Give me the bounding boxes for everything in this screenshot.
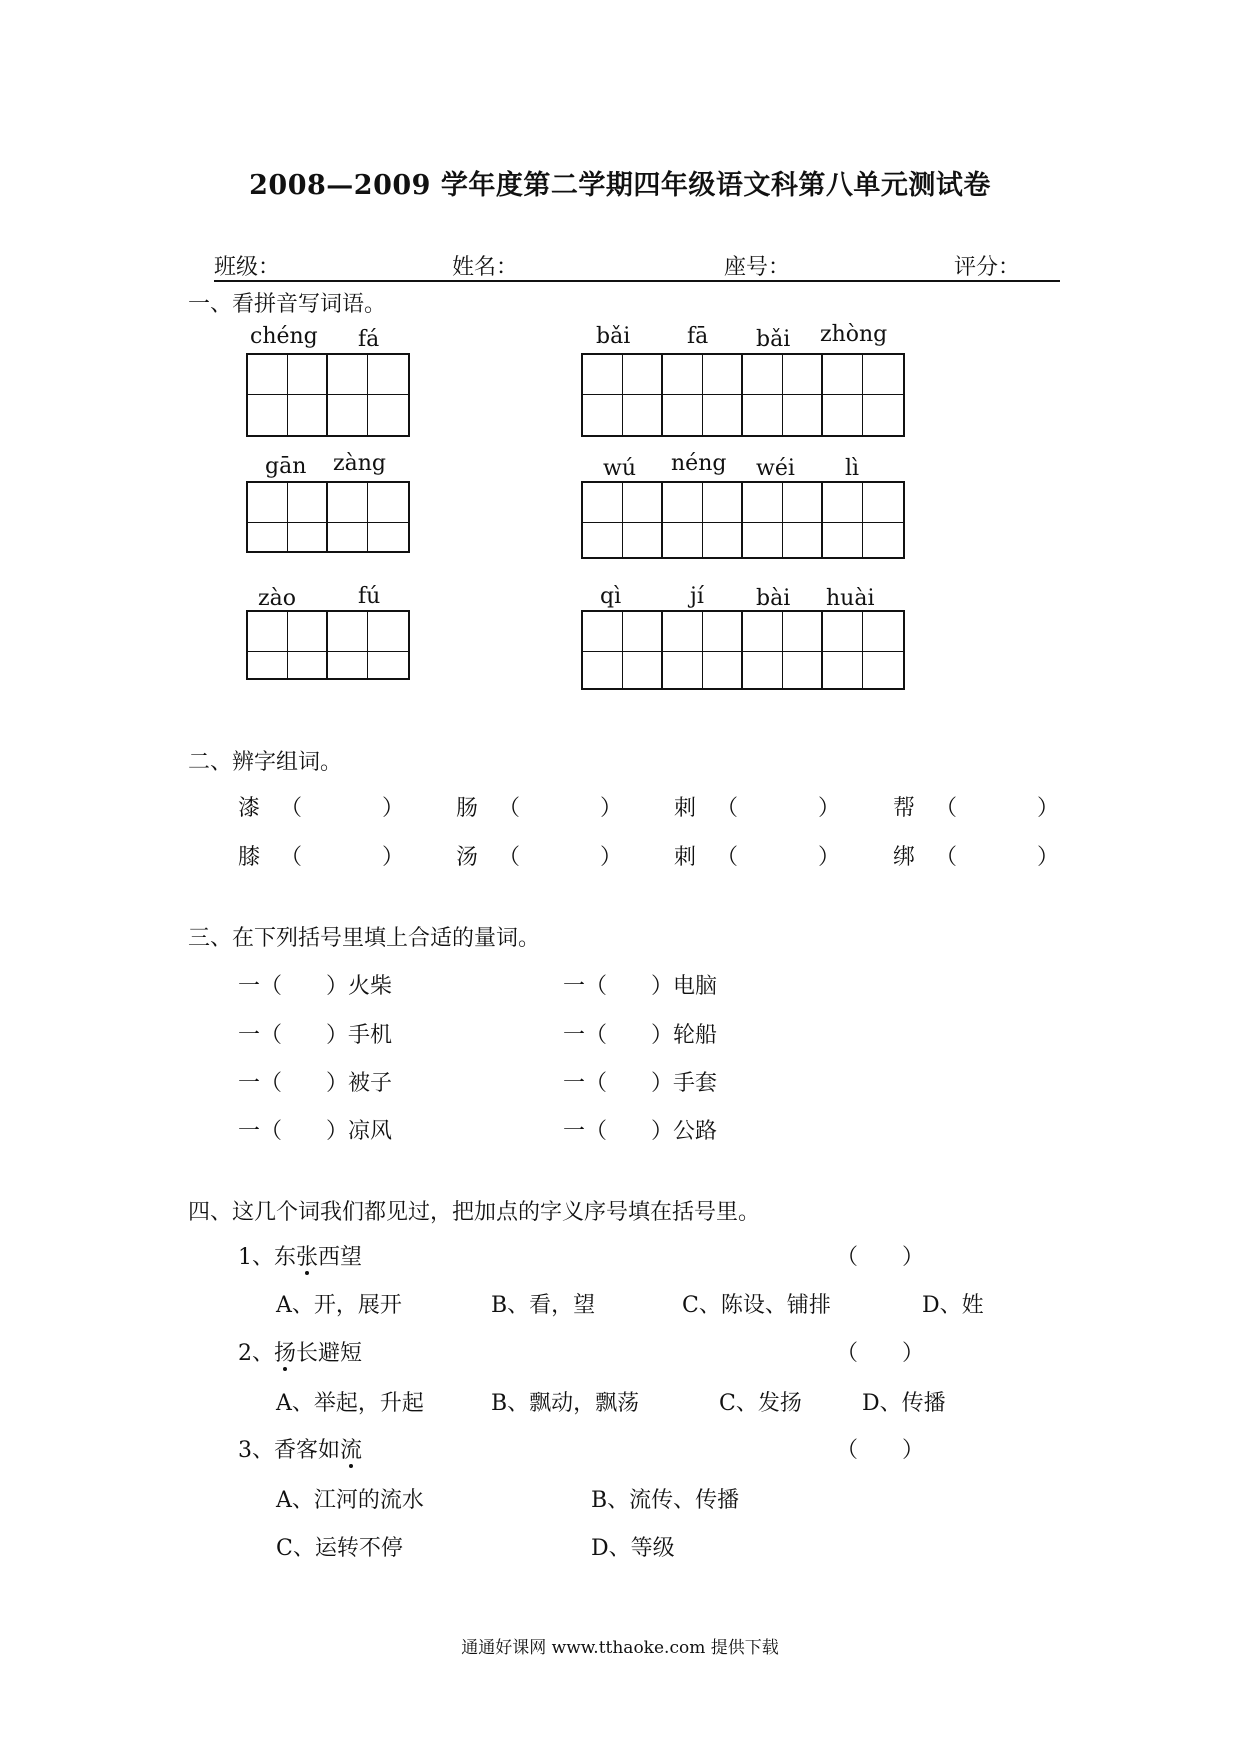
- measure-word-item[interactable]: 一（ ）被子: [238, 1071, 393, 1096]
- char-item[interactable]: 漆 （ ）: [238, 796, 405, 821]
- answer-blank[interactable]: （ ）: [836, 1245, 925, 1270]
- measure-word-item[interactable]: 一（ ）凉风: [238, 1119, 393, 1144]
- question-1: 1、东张西望: [238, 1245, 363, 1270]
- pinyin: zhòng: [820, 322, 888, 347]
- pinyin: wéi: [756, 456, 795, 481]
- section2-heading: 二、辨字组词。: [188, 750, 343, 775]
- option: D、传播: [862, 1391, 946, 1416]
- section3-heading: 三、在下列括号里填上合适的量词。: [188, 926, 541, 951]
- pinyin: bài: [756, 586, 791, 611]
- pinyin: bǎi: [756, 327, 791, 352]
- name-label: 姓名：: [452, 255, 519, 280]
- pinyin: gān: [265, 454, 307, 479]
- pinyin: zào: [258, 586, 296, 611]
- emphasis-dot: 张: [296, 1245, 319, 1270]
- writing-grid[interactable]: [246, 610, 410, 680]
- pinyin: bǎi: [596, 324, 631, 349]
- writing-grid[interactable]: [581, 610, 905, 690]
- page-title: 2008—2009 学年度第二学期四年级语文科第八单元测试卷: [249, 170, 991, 201]
- writing-grid[interactable]: [246, 353, 410, 437]
- char-item[interactable]: 帮 （ ）: [893, 796, 1060, 821]
- measure-word-item[interactable]: 一（ ）电脑: [563, 974, 718, 999]
- pinyin: wú: [603, 456, 636, 481]
- pinyin: qì: [600, 584, 622, 609]
- option: C、陈设、铺排: [682, 1293, 831, 1318]
- score-label: 评分：: [954, 255, 1021, 280]
- writing-grid[interactable]: [581, 481, 905, 559]
- char-item[interactable]: 膝 （ ）: [238, 845, 405, 870]
- question-2: 2、扬长避短: [238, 1341, 363, 1366]
- emphasis-dot: 流: [340, 1438, 363, 1463]
- pinyin: fā: [687, 324, 709, 349]
- char-item[interactable]: 绑 （ ）: [893, 845, 1060, 870]
- question-3: 3、香客如流: [238, 1438, 363, 1463]
- pinyin: fú: [358, 584, 381, 609]
- writing-grid[interactable]: [246, 481, 410, 553]
- option: A、江河的流水: [276, 1488, 424, 1513]
- pinyin: zàng: [333, 451, 386, 476]
- answer-blank[interactable]: （ ）: [836, 1438, 925, 1463]
- seat-label: 座号：: [724, 255, 791, 280]
- option: B、飘动，飘荡: [491, 1391, 640, 1416]
- pinyin: chéng: [250, 324, 318, 349]
- measure-word-item[interactable]: 一（ ）手套: [563, 1071, 718, 1096]
- option: D、等级: [591, 1536, 675, 1561]
- pinyin: jí: [690, 584, 704, 609]
- class-label: 班级：: [214, 255, 281, 280]
- measure-word-item[interactable]: 一（ ）轮船: [563, 1023, 718, 1048]
- student-info-row: [214, 250, 1060, 282]
- option: D、姓: [922, 1293, 984, 1318]
- pinyin: lì: [845, 456, 860, 481]
- emphasis-dot: 扬: [274, 1341, 297, 1366]
- section4-heading: 四、这几个词我们都见过，把加点的字义序号填在括号里。: [188, 1200, 761, 1225]
- option: A、举起，升起: [276, 1391, 424, 1416]
- pinyin: huài: [826, 586, 875, 611]
- option: B、流传、传播: [591, 1488, 740, 1513]
- measure-word-item[interactable]: 一（ ）火柴: [238, 974, 393, 999]
- measure-word-item[interactable]: 一（ ）公路: [563, 1119, 718, 1144]
- option: C、发扬: [719, 1391, 802, 1416]
- char-item[interactable]: 刺 （ ）: [674, 845, 841, 870]
- answer-blank[interactable]: （ ）: [836, 1341, 925, 1366]
- char-item[interactable]: 汤 （ ）: [456, 845, 623, 870]
- pinyin: fá: [358, 327, 380, 352]
- char-item[interactable]: 肠 （ ）: [456, 796, 623, 821]
- measure-word-item[interactable]: 一（ ）手机: [238, 1023, 393, 1048]
- option: A、开，展开: [276, 1293, 402, 1318]
- option: B、看，望: [491, 1293, 596, 1318]
- option: C、运转不停: [276, 1536, 403, 1561]
- section1-heading: 一、看拼音写词语。: [188, 292, 387, 317]
- char-item[interactable]: 刺 （ ）: [674, 796, 841, 821]
- writing-grid[interactable]: [581, 353, 905, 437]
- footer-credit: 通通好课网 www.tthaoke.com 提供下载: [461, 1638, 779, 1658]
- pinyin: néng: [671, 451, 727, 476]
